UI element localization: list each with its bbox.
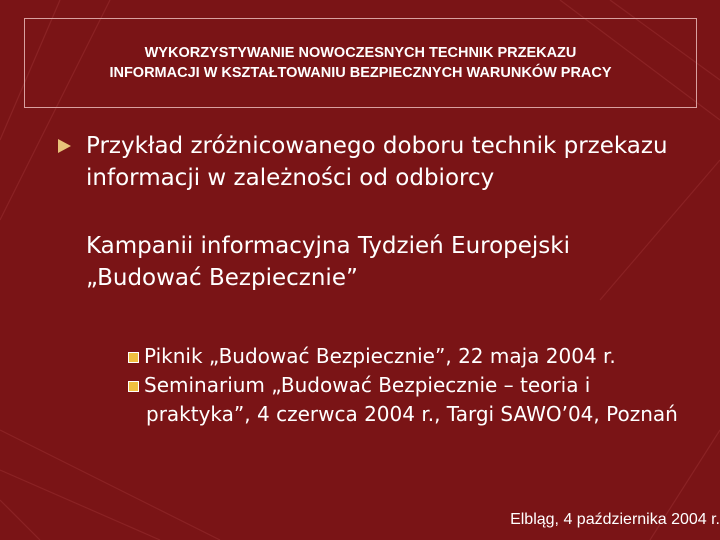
campaign-line-1: Kampanii informacyjna Tydzień Europejski bbox=[86, 233, 570, 259]
sub-bullet-continuation: praktyka”, 4 czerwca 2004 r., Targi SAWO’04, Poznań bbox=[146, 402, 678, 426]
sub-bullet-list bbox=[128, 342, 718, 429]
title-line-2: INFORMACJI W KSZTAŁTOWANIU BEZPIECZNYCH WARUNKÓW PRACY bbox=[109, 65, 612, 81]
square-bullet-icon bbox=[128, 381, 139, 392]
sub-bullet-item bbox=[128, 342, 718, 371]
sub-bullet-text: Piknik „Budować Bezpiecznie”, 22 maja 2004 r. bbox=[144, 344, 616, 368]
slide-title bbox=[24, 18, 697, 108]
campaign-line-2: „Budować Bezpiecznie” bbox=[86, 265, 358, 291]
square-bullet-icon bbox=[128, 352, 139, 363]
main-bullet-line-2: informacji w zależności od odbiorcy bbox=[86, 165, 495, 191]
footer-date: Elbląg, 4 października 2004 r. bbox=[510, 511, 720, 528]
campaign-text bbox=[86, 230, 706, 294]
arrow-bullet-icon bbox=[58, 139, 71, 153]
sub-bullet-text: Seminarium „Budować Bezpiecznie – teoria i bbox=[144, 373, 591, 397]
sub-bullet-item bbox=[128, 371, 718, 400]
main-bullet-line-1: Przykład zróżnicowanego doboru technik przekazu bbox=[86, 133, 668, 159]
main-bullet bbox=[62, 130, 712, 194]
title-line-1: WYKORZYSTYWANIE NOWOCZESNYCH TECHNIK PRZEKAZU bbox=[144, 45, 577, 61]
